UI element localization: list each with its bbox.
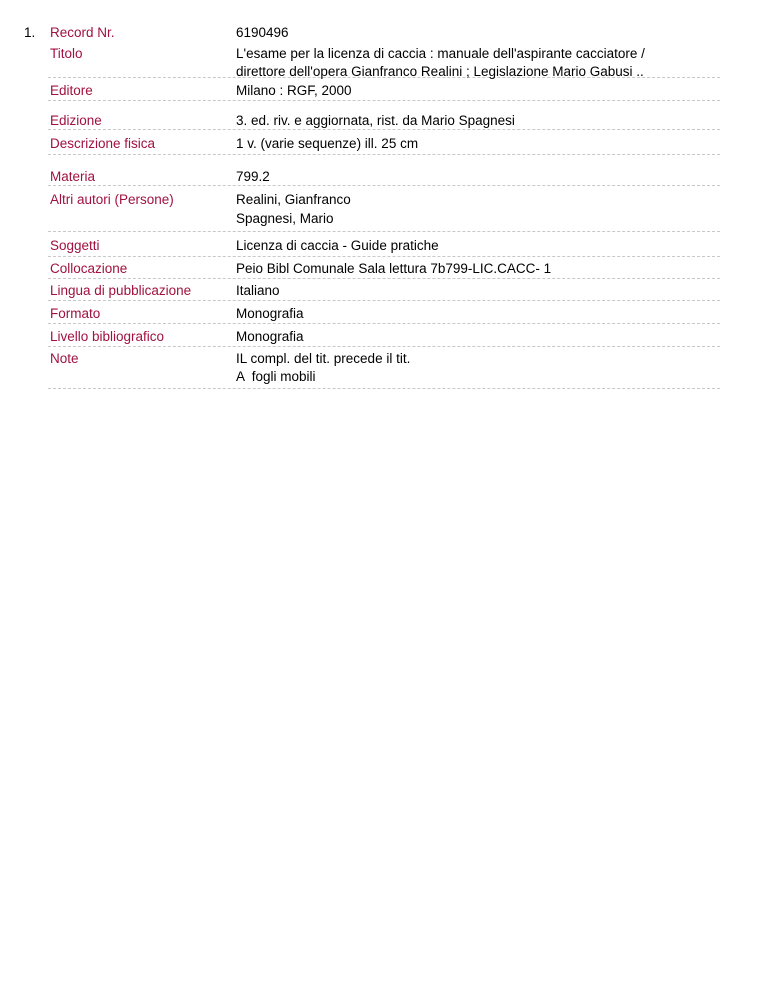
physical-description: 1 v. (varie sequenze) ill. 25 cm: [236, 136, 419, 151]
field-value: [236, 168, 270, 186]
field-materia: [48, 168, 720, 186]
field-formato: [48, 305, 720, 324]
shelfmark: Peio Bibl Comunale Sala lettura 7b799-LIC.CACC- 1: [236, 261, 552, 276]
field-label: Formato: [50, 306, 101, 321]
field-label: Altri autori (Persone): [50, 192, 174, 207]
field-label: Edizione: [50, 113, 102, 128]
format: Monografia: [236, 306, 304, 321]
note-line: IL compl. del tit. precede il tit.: [236, 351, 411, 366]
field-descrizione-fisica: [48, 135, 720, 155]
field-label: Lingua di pubblicazione: [50, 283, 192, 298]
field-label: Collocazione: [50, 261, 128, 276]
field-value: [236, 328, 304, 346]
author: Spagnesi, Mario: [236, 211, 334, 226]
field-value: [236, 305, 304, 323]
author: Realini, Gianfranco: [236, 192, 351, 207]
field-value: [236, 282, 280, 300]
field-value: [236, 191, 351, 229]
field-value: [236, 24, 289, 42]
field-label: Note: [50, 351, 79, 366]
field-value: [236, 135, 418, 153]
language: Italiano: [236, 283, 280, 298]
publisher: Milano : RGF, 2000: [236, 83, 352, 98]
field-lingua: [48, 282, 720, 301]
field-note: [48, 350, 720, 389]
field-label: Soggetti: [50, 238, 100, 253]
field-collocazione: [48, 260, 720, 279]
bibliographic-level: Monografia: [236, 329, 304, 344]
record-id: 6190496: [236, 25, 289, 40]
field-edizione: [48, 112, 720, 130]
field-record-nr: [48, 24, 720, 41]
field-value: [236, 260, 551, 278]
field-editore: [48, 82, 720, 101]
note-line: A fogli mobili: [236, 369, 316, 384]
classification: 799.2: [236, 169, 270, 184]
field-value: [236, 112, 515, 130]
field-value: [236, 350, 410, 386]
field-label: Titolo: [50, 46, 83, 61]
field-value: [236, 82, 352, 100]
title-line: direttore dell'opera Gianfranco Realini ; Legislazione Mario Gabusi ..: [236, 64, 644, 79]
field-label: Record Nr.: [50, 25, 115, 40]
title-line: L'esame per la licenza di caccia : manuale dell'aspirante cacciatore /: [236, 46, 645, 61]
field-altri-autori: [48, 191, 720, 232]
field-label: Descrizione fisica: [50, 136, 156, 151]
subject: Licenza di caccia - Guide pratiche: [236, 238, 439, 253]
field-label: Editore: [50, 83, 93, 98]
field-livello-bibliografico: [48, 328, 720, 347]
edition: 3. ed. riv. e aggiornata, rist. da Mario Spagnesi: [236, 113, 515, 128]
field-label: Materia: [50, 169, 96, 184]
field-value: [236, 237, 439, 255]
field-label: Livello bibliografico: [50, 329, 165, 344]
field-soggetti: [48, 237, 720, 257]
field-titolo: [48, 45, 720, 78]
field-value: [236, 45, 645, 81]
record-index: 1.: [24, 25, 36, 40]
